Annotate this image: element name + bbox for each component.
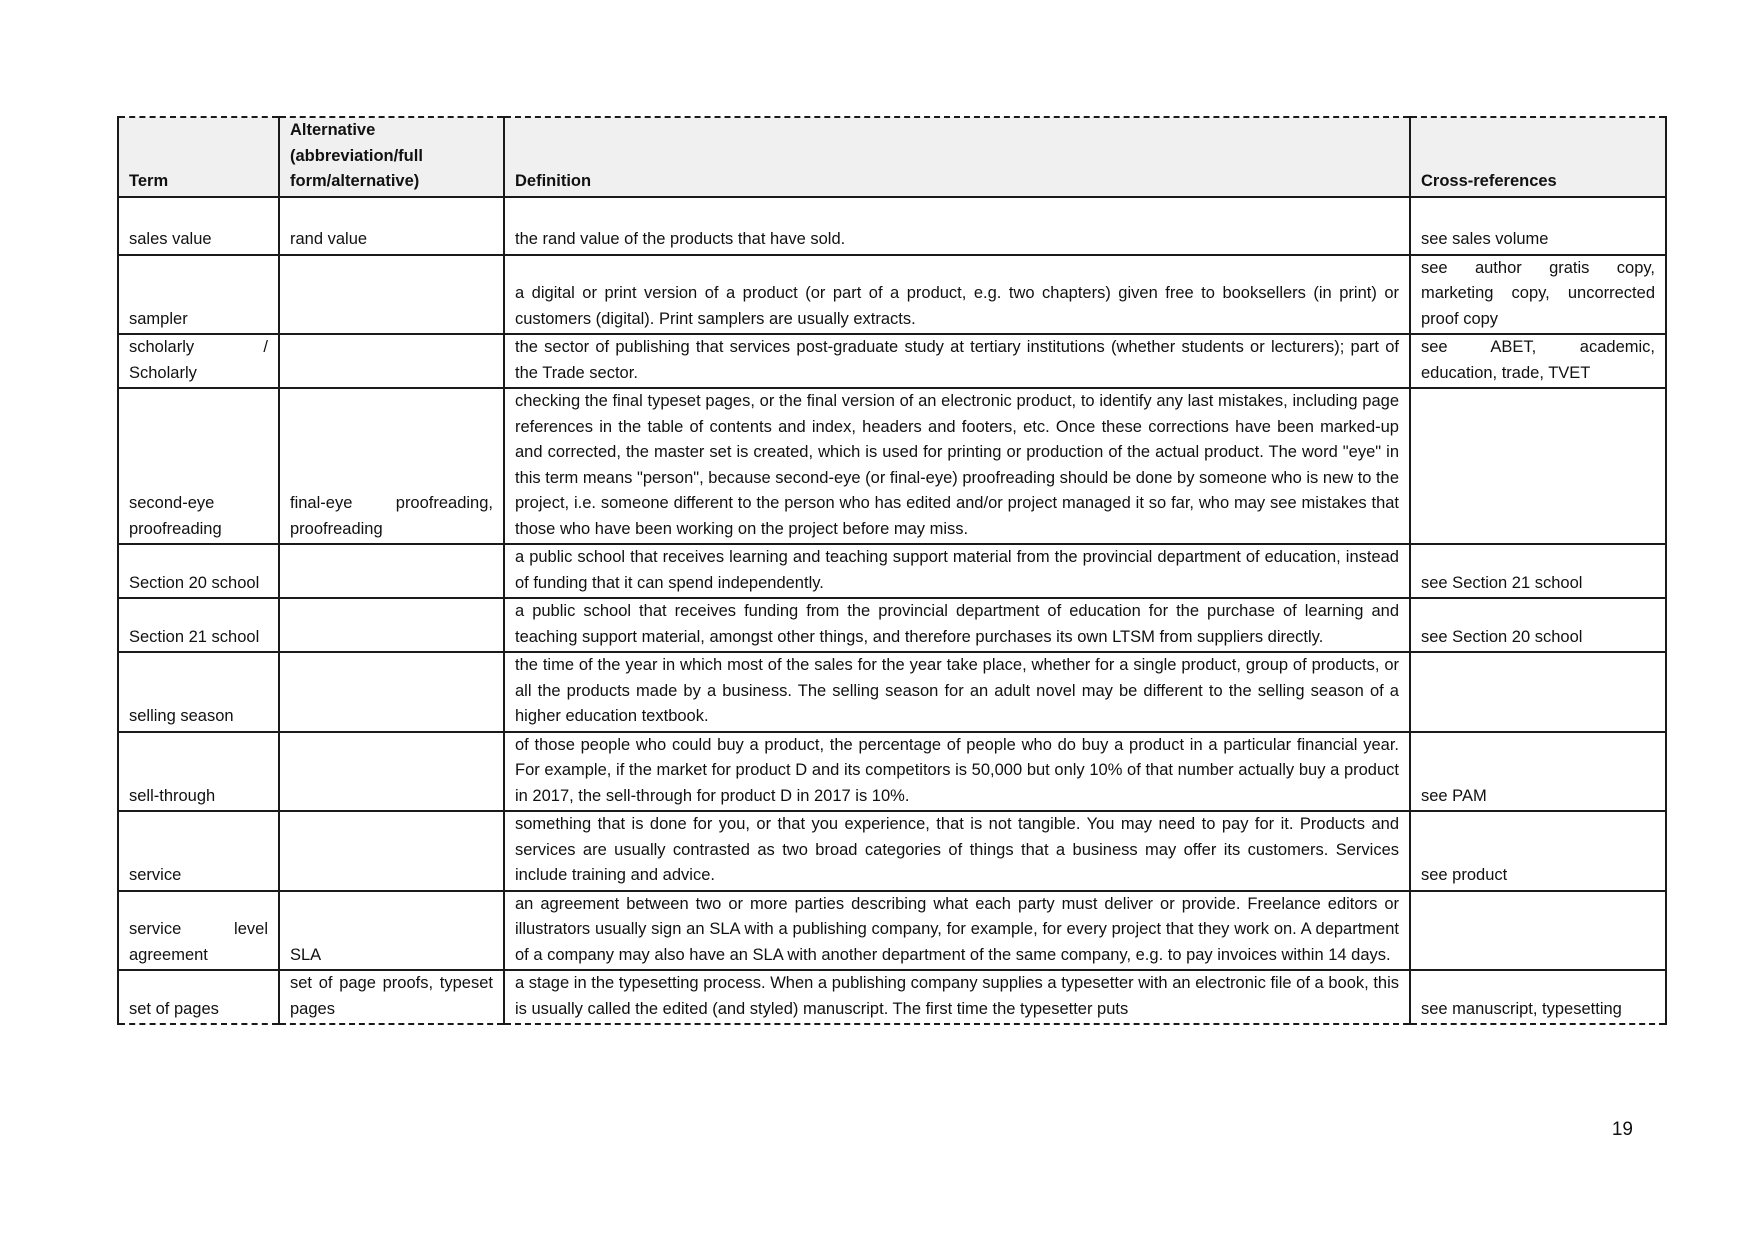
cross-reference-cell: see author gratis copy, marketing copy, uncorrected proof copy <box>1410 255 1666 335</box>
table-body <box>118 197 1666 1025</box>
cross-reference-cell: see sales volume <box>1410 197 1666 255</box>
cross-reference-cell <box>1410 891 1666 971</box>
header-definition: Definition <box>504 117 1410 197</box>
alternative-cell <box>279 811 504 891</box>
definition-cell: the time of the year in which most of the sales for the year take place, whether for a single product, group of products, or all the products made by a business. The selling season for an adult novel may be different to the selling season of a higher education textbook. <box>504 652 1410 732</box>
term-cell: scholarly / Scholarly <box>118 334 279 388</box>
header-term: Term <box>118 117 279 197</box>
table-row <box>118 811 1666 891</box>
alternative-cell <box>279 732 504 812</box>
table-row <box>118 891 1666 971</box>
table-row <box>118 970 1666 1024</box>
alternative-cell <box>279 598 504 652</box>
term-cell: selling season <box>118 652 279 732</box>
cross-reference-cell: see product <box>1410 811 1666 891</box>
table-row <box>118 652 1666 732</box>
term-cell: Section 21 school <box>118 598 279 652</box>
term-cell: sell-through <box>118 732 279 812</box>
table-row <box>118 388 1666 544</box>
alternative-cell <box>279 255 504 335</box>
header-alternative: Alternative (abbreviation/full form/alternative) <box>279 117 504 197</box>
table-row <box>118 334 1666 388</box>
alternative-cell: rand value <box>279 197 504 255</box>
term-cell: second-eye proofreading <box>118 388 279 544</box>
definition-cell: a stage in the typesetting process. When a publishing company supplies a typesetter with an electronic file of a book, this is usually called the edited (and styled) manuscript. The first time the typesetter puts <box>504 970 1410 1024</box>
definition-cell: checking the final typeset pages, or the final version of an electronic product, to identify any last mistakes, including page references in the table of contents and index, headers and footers, etc. Once these corrections have been marked-up and corrected, the master set is created, which is used for printing or production of the actual product. The word "eye" in this term means "person", because second-eye (or final-eye) proofreading should be done by someone who is new to the project, i.e. someone different to the person who has edited and/or project managed it so far, who may see mistakes that those who have been working on the project before may miss. <box>504 388 1410 544</box>
definition-cell: of those people who could buy a product, the percentage of people who do buy a product in a particular financial year. For example, if the market for product D and its competitors is 50,000 but only 10% of that number actually buy a product in 2017, the sell-through for product D in 2017 is 10%. <box>504 732 1410 812</box>
page-number: 19 <box>1611 1119 1633 1140</box>
table-row <box>118 255 1666 335</box>
cross-reference-cell <box>1410 388 1666 544</box>
cross-reference-cell: see manuscript, typesetting <box>1410 970 1666 1024</box>
cross-reference-cell: see ABET, academic, education, trade, TVET <box>1410 334 1666 388</box>
definition-cell: an agreement between two or more parties describing what each party must deliver or provide. Freelance editors or illustrators usually sign an SLA with a publishing company, for example, for every project that they work on. A department of a company may also have an SLA with another department of the same company, e.g. to pay invoices within 14 days. <box>504 891 1410 971</box>
header-cross-references: Cross-references <box>1410 117 1666 197</box>
definition-cell: a digital or print version of a product (or part of a product, e.g. two chapters) given free to booksellers (in print) or customers (digital). Print samplers are usually extracts. <box>504 255 1410 335</box>
table-header <box>118 117 1666 197</box>
cross-reference-cell: see Section 21 school <box>1410 544 1666 598</box>
term-cell: service <box>118 811 279 891</box>
alternative-cell <box>279 544 504 598</box>
table-row <box>118 598 1666 652</box>
alternative-cell: SLA <box>279 891 504 971</box>
cross-reference-cell <box>1410 652 1666 732</box>
definition-cell: a public school that receives funding from the provincial department of education for the purchase of learning and teaching support material, amongst other things, and therefore purchases its own LTSM from suppliers directly. <box>504 598 1410 652</box>
term-cell: service level agreement <box>118 891 279 971</box>
term-cell: sampler <box>118 255 279 335</box>
table-row <box>118 544 1666 598</box>
alternative-cell <box>279 334 504 388</box>
table-row <box>118 732 1666 812</box>
definition-cell: the rand value of the products that have sold. <box>504 197 1410 255</box>
alternative-cell: final-eye proofreading, proofreading <box>279 388 504 544</box>
definition-cell: a public school that receives learning and teaching support material from the provincial department of education, instead of funding that it can spend independently. <box>504 544 1410 598</box>
header-row <box>118 117 1666 197</box>
table-row <box>118 197 1666 255</box>
cross-reference-cell: see Section 20 school <box>1410 598 1666 652</box>
definition-cell: the sector of publishing that services post-graduate study at tertiary institutions (whether students or lecturers); part of the Trade sector. <box>504 334 1410 388</box>
cross-reference-cell: see PAM <box>1410 732 1666 812</box>
term-cell: sales value <box>118 197 279 255</box>
term-cell: Section 20 school <box>118 544 279 598</box>
alternative-cell <box>279 652 504 732</box>
alternative-cell: set of page proofs, typeset pages <box>279 970 504 1024</box>
definition-cell: something that is done for you, or that you experience, that is not tangible. You may need to pay for it. Products and services are usually contrasted as two broad categories of things that a business may offer its customers. Services include training and advice. <box>504 811 1410 891</box>
glossary-table <box>117 116 1667 1025</box>
term-cell: set of pages <box>118 970 279 1024</box>
